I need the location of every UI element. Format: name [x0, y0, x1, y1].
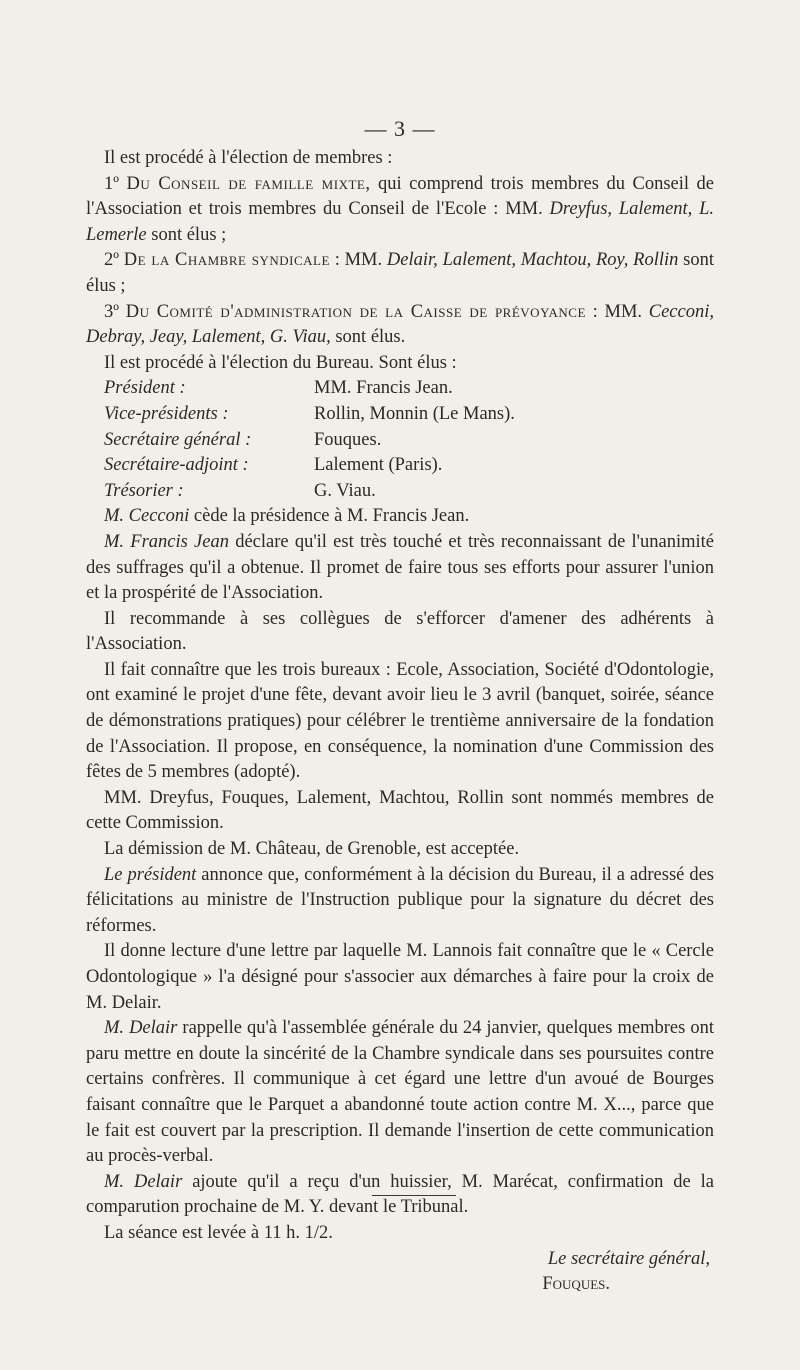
paragraph-lecture: Il donne lecture d'une lettre par laquelle M. Lannois fait connaître que le « Cercle Odontologique » l'a désigné pour s'associer aux démarches à faire pour la croix de M. Delair. — [86, 941, 714, 1013]
paragraph-text: rappelle qu'à l'assemblée générale du 24 janvier, quelques membres ont paru mettre en doute la sincérité de la Chambre syndicale dans ses poursuites contre certains confrères. Il communique à cet égard une lettre d'un avoué de Bourges faisant connaître que le Parquet a abandonné toute action contre M. X..., parce que le fait est couvert par la prescription. Il demande l'insertion de cette communication au procès-verbal. — [86, 1018, 714, 1167]
officer-row — [104, 376, 714, 402]
paragraph-lead: M. Francis Jean — [104, 531, 229, 552]
item-number: 2º — [104, 250, 119, 271]
paragraph-text: déclare qu'il est très touché et très reconnaissant de l'unanimité des suffrages qu'il a obtenue. Il promet de faire tous ses efforts pour assurer l'union et la prospérité de l'Association. — [86, 531, 714, 604]
officer-row — [104, 453, 714, 479]
officer-role: Secrétaire général : — [104, 429, 252, 450]
paragraph-text: annonce que, conformément à la décision du Bureau, il a adressé des félicitations au ministre de l'Instruction publique pour la signature du décret des réformes. — [86, 864, 714, 936]
officer-name: Fouques. — [314, 429, 382, 450]
item-tail: sont élus ; — [86, 250, 715, 296]
item-caisse-prevoyance — [86, 300, 714, 351]
item-names: Delair, Lalement, Machtou, Roy, Rollin — [386, 250, 679, 271]
item-conseil-famille — [86, 172, 714, 249]
closing-rule — [372, 1195, 456, 1196]
paragraph-lead: Le président — [104, 864, 197, 885]
paragraph-lead: M. Delair — [104, 1018, 178, 1039]
paragraph-lead: M. Delair — [104, 1171, 183, 1192]
officer-name: G. Viau. — [314, 480, 376, 501]
paragraph-fete: Il fait connaître que les trois bureaux : Ecole, Association, Société d'Odontologie, ont examiné le projet d'une fête, devant avoir lieu le 3 avril (banquet, soirée, séance de démonstrations pratiques) pour célébrer le trentième anniversaire de la fondation de l'Association. Il propose, en conséquence, la nomination d'une Commission des fêtes de 5 membres (adopté). — [86, 659, 714, 783]
paragraph-delair-rappel — [86, 1016, 714, 1170]
item-tail: sont élus. — [330, 327, 406, 348]
item-heading: Du Conseil de famille mixte, — [126, 173, 371, 194]
officers-list — [86, 376, 714, 504]
page-number: — 3 — — [364, 116, 436, 141]
paragraph-cecconi — [86, 504, 714, 530]
paragraph-levee: La séance est levée à 11 h. 1/2. — [104, 1222, 333, 1243]
paragraph-commission: MM. Dreyfus, Fouques, Lalement, Machtou, Rollin sont nommés membres de cette Commission. — [86, 787, 714, 834]
officer-row — [104, 428, 714, 454]
signature-title: Le secrétaire général, — [547, 1248, 710, 1269]
officer-role: Trésorier : — [104, 480, 184, 501]
officer-row — [104, 402, 714, 428]
paragraph-francis-jean — [86, 530, 714, 607]
item-tail: sont élus ; — [146, 224, 227, 245]
item-text: qui comprend trois membres du Conseil de l'Association et trois membres du Conseil de l'Ecole : MM. — [86, 173, 715, 220]
paragraph-demission: La démission de M. Château, de Grenoble, est acceptée. — [104, 839, 520, 860]
officer-role: Président : — [104, 378, 186, 399]
item-names: Cecconi, Debray, Jeay, Lalement, G. Viau, — [86, 301, 714, 348]
paragraph-president — [86, 863, 714, 940]
paragraph-recommande: Il recommande à ses collègues de s'efforcer d'amener des adhérents à l'Association. — [86, 608, 714, 655]
officer-name: Lalement (Paris). — [314, 455, 443, 476]
item-number: 3º — [104, 301, 119, 322]
item-text: : MM. — [585, 301, 649, 322]
signature-block — [86, 1247, 714, 1298]
paragraph-text: cède la présidence à M. Francis Jean. — [189, 506, 470, 527]
item-names: Dreyfus, Lalement, L. Lemerle — [86, 199, 714, 245]
item-number: 1º — [104, 173, 119, 194]
item-chambre-syndicale — [86, 248, 714, 299]
signature-name: Fouques. — [542, 1274, 610, 1295]
officer-name: MM. Francis Jean. — [314, 378, 453, 399]
item-heading: De la Chambre syndicale — [123, 250, 330, 271]
officer-name: Rollin, Monnin (Le Mans). — [314, 403, 515, 424]
officer-row — [104, 479, 714, 505]
paragraph-lead: M. Cecconi — [104, 506, 190, 527]
item-text: : MM. — [329, 250, 387, 271]
officer-role: Vice-présidents : — [104, 403, 229, 424]
officer-role: Secrétaire-adjoint : — [104, 455, 249, 476]
minutes-text — [86, 146, 714, 1298]
paragraph-text: ajoute qu'il a reçu d'un huissier, M. Marécat, confirmation de la comparution prochaine de M. Y. devant le Tribunal. — [86, 1171, 714, 1218]
bureau-intro: Il est procédé à l'élection du Bureau. Sont élus : — [104, 352, 457, 373]
item-heading: Du Comité d'administration de la Caisse de prévoyance — [125, 301, 586, 322]
election-intro: Il est procédé à l'élection de membres : — [104, 148, 393, 168]
